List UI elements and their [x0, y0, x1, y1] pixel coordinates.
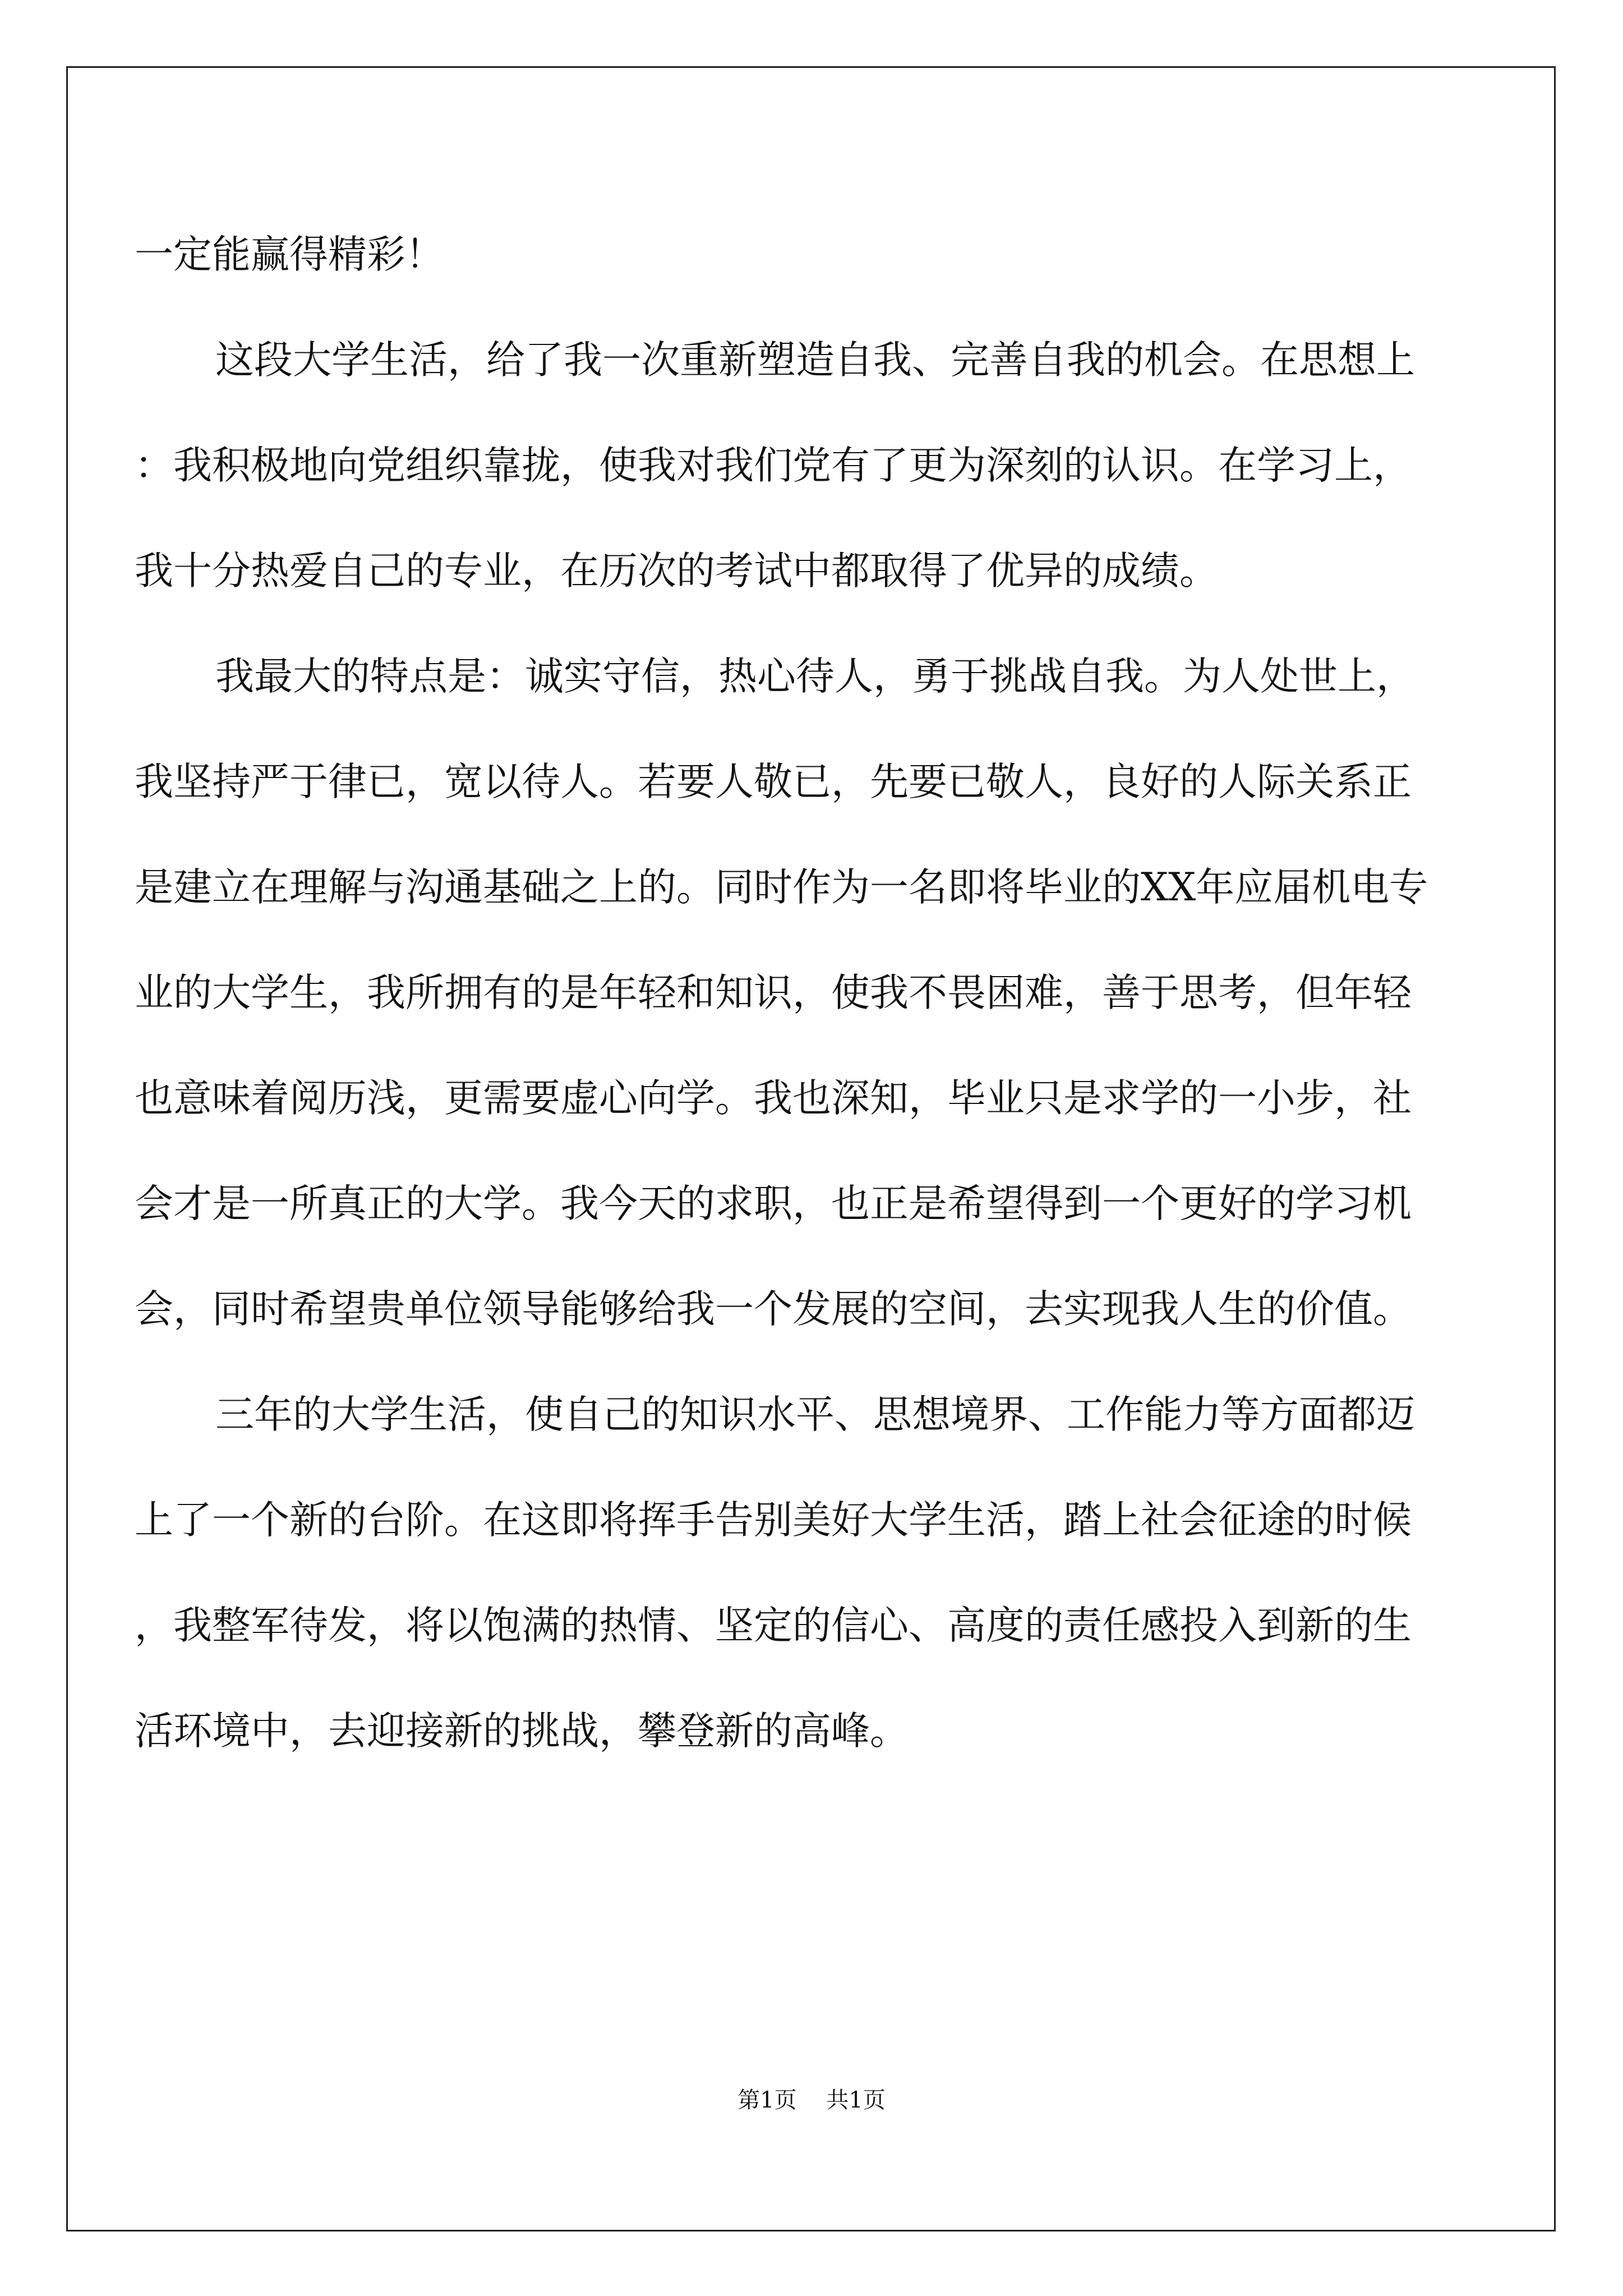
paragraph-3: 我最大的特点是：诚实守信，热心待人，勇于挑战自我。为人处世上，我坚持严于律已，宽以待人。若要人敬已，先要已敬人，良好的人际关系正是建立在理解与沟通基础之上的。同时作为一名即将毕业的XX年应届机电专业的大学生，我所拥有的是年轻和知识，使我不畏困难，善于思考，但年轻也意味着阅历浅，更需要虚心向学。我也深知，毕业只是求学的一小步，社会才是一所真正的大学。我今天的求职，也正是希望得到一个更好的学习机会，同时希望贵单位领导能够给我一个发展的空间，去实现我人生的价值。 — [135, 654, 1428, 1332]
document-body — [135, 202, 1430, 1784]
page-number: 第1页 — [737, 2087, 797, 2113]
paragraph-4: 三年的大学生活，使自己的知识水平、思想境界、工作能力等方面都迈上了一个新的台阶。在这即将挥手告别美好大学生活，踏上社会征途的时候，我整军待发，将以饱满的热情、坚定的信心、高度的责任感投入到新的生活环境中，去迎接新的挑战，攀登新的高峰。 — [135, 1392, 1415, 1754]
page-footer — [0, 2082, 1623, 2114]
page-total: 共1页 — [826, 2087, 886, 2113]
paragraph-2: 这段大学生活，给了我一次重新塑造自我、完善自我的机会。在思想上：我积极地向党组织靠拢，使我对我们党有了更为深刻的认识。在学习上，我十分热爱自己的专业，在历次的考试中都取得了优异的成绩。 — [135, 338, 1415, 593]
paragraph-1: 一定能赢得精彩！ — [135, 232, 444, 277]
